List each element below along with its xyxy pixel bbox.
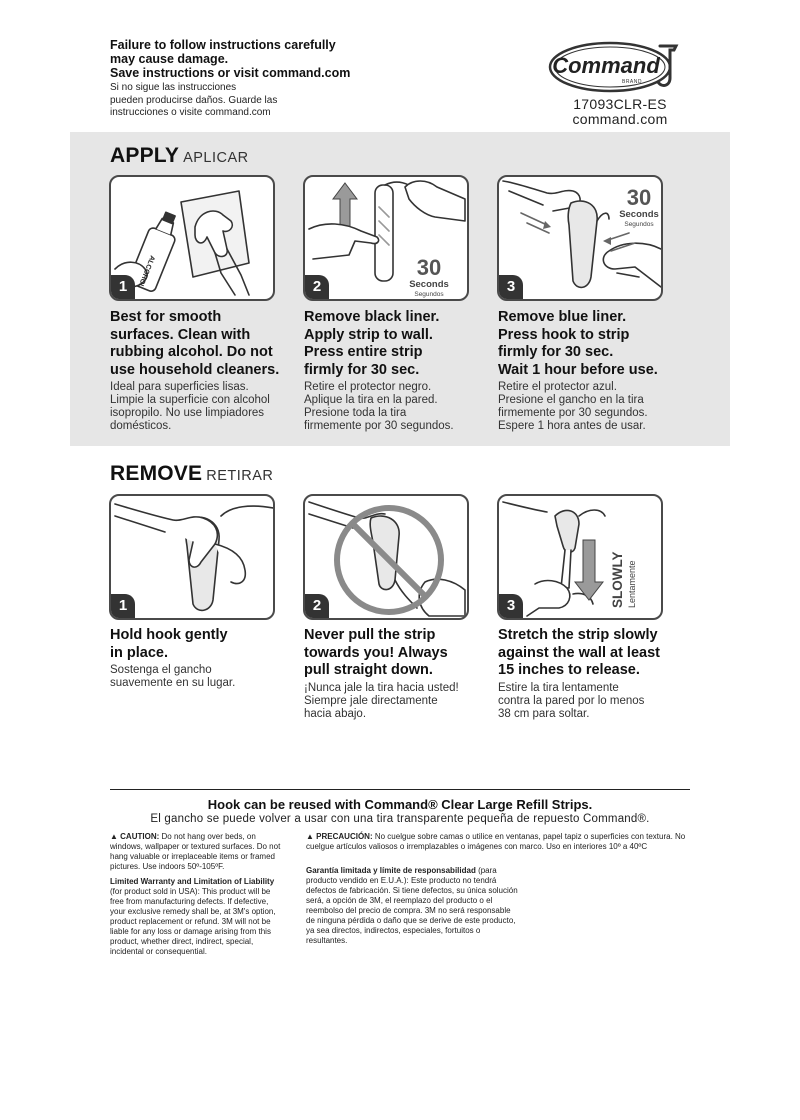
reuse-note-es: El gancho se puede volver a usar con una tira transparente pequeña de repuesto Command®. [150,813,650,825]
holding-hand-icon [115,504,217,567]
logo-brand: BRAND [621,79,643,85]
arrow-down-icon [575,540,603,600]
footer-divider [110,789,690,790]
step-number-badge: 2 [305,594,329,618]
slowly-label-es: Lentamente [627,560,637,608]
fine-print-spanish-warranty [306,866,518,951]
caption-es-line: Aplique la tira en la pared. [304,394,438,406]
warning-es-line-3: instrucciones o visite command.com [110,107,271,118]
pressing-fingers-icon [503,181,580,211]
warning-triangle-icon: ▲ [110,832,118,841]
timer-number: 30 [626,185,652,210]
caption-es-line: Presione toda la tira [304,407,407,419]
timer-number: 30 [416,255,442,280]
caution-text: Do not hang over beds, on windows, wallpaper or textured surfaces. Do not hang valuable or irreplaceable items or framed pictures. Use indoors 50º-105ºF. [110,832,281,871]
pulling-hand-icon [527,581,570,616]
caption-es-line: isopropilo. No use limpiadores [110,407,265,419]
timer-seconds-en: Seconds [619,209,659,220]
caption-es-line: contra la pared por lo menos [498,694,645,707]
caption-es-line: hacia abajo. [304,707,367,720]
caption-line: Remove blue liner. [498,309,627,325]
apply-step-1-caption [110,309,295,433]
garantia-text: (para producto vendido en E.U.A.): Este producto no tendrá defectos de fabricación. Si tiene defectos, su única solución será, a opción de 3M, el reemplazo del producto o el reembolso del precio de compra. 3M no será responsable de ninguna pérdida o daño que se derive de este producto, ya sea directos, indirectos, especiales, fortuitos o resultantes. [306,866,518,945]
pressing-hand-icon [309,224,379,259]
apply-step-2-illustration [303,175,469,301]
hook-icon [568,201,597,287]
caution-paragraph [110,832,282,872]
caption-es-line: firmemente por 30 segundos. [498,407,648,419]
arrow-left-icon [603,237,611,245]
timer-seconds-es: Segundos [624,221,654,228]
sku-number: 17093CLR-ES [573,96,667,112]
remove-step-2-caption [304,627,489,721]
caption-line: firmly for 30 sec. [498,344,614,360]
garantia-label: Garantía limitada y límite de responsabilidad [306,866,476,875]
stretched-strip-icon [561,550,571,588]
caption-line: 15 inches to release. [498,662,640,678]
remove-step-1-illustration [109,494,275,620]
step-number-badge: 1 [111,594,135,618]
warning-en-line-2: may cause damage. [110,52,229,66]
caption-es-line: domésticos. [110,420,172,432]
command-logo [548,38,684,94]
step-number-badge: 3 [499,594,523,618]
header-warning [110,38,410,120]
remove-step-2-illustration [303,494,469,620]
caption-line: pull straight down. [304,662,433,678]
caption-es-line: Sostenga el gancho [110,664,212,676]
caption-es-line: Siempre jale directamente [304,694,438,707]
caption-es-line: 38 cm para soltar. [498,707,590,720]
caption-line: rubbing alcohol. Do not [110,344,273,360]
caption-es-line: suavemente en su lugar. [110,677,236,689]
step-number-badge: 3 [499,275,523,299]
logo-text: Command [552,53,660,78]
apply-step-3-caption [498,309,688,433]
apply-title-es: APLICAR [183,150,249,166]
website: command.com [572,111,668,127]
remove-step-3-caption [498,627,690,721]
adhesive-strip-icon [375,185,393,281]
caption-line: Remove black liner. [304,309,440,325]
precaucion-label: PRECAUCIÓN: [316,832,373,841]
caption-es-line: Retire el protector azul. [498,381,617,393]
caption-es-line: Estire la tira lentamente [498,681,619,694]
caption-es-line: ¡Nunca jale la tira hacia usted! [304,681,459,694]
caption-line: Hold hook gently [110,627,228,643]
caption-line: Stretch the strip slowly [498,627,658,643]
caption-line: Apply strip to wall. [304,326,433,343]
apply-step-3-illustration [497,175,663,301]
caption-line: Wait 1 hour before use. [498,361,658,378]
hook-icon [555,510,579,552]
timer-seconds-en: Seconds [409,279,449,290]
warning-en-line-1: Failure to follow instructions carefully [110,38,336,52]
warning-es-line-2: pueden producirse daños. Guarde las [110,94,278,106]
precaucion-paragraph [306,832,690,852]
caption-line: use household cleaners. [110,361,280,378]
garantia-paragraph [306,866,518,946]
caption-line: surfaces. Clean with [110,326,251,343]
apply-step-1-illustration [109,175,275,301]
caption-es-line: Retire el protector negro. [304,381,432,393]
apply-title-en: APPLY [110,144,180,167]
caption-es-line: Ideal para superficies lisas. [110,381,249,393]
warning-triangle-icon: ▲ [306,832,314,841]
apply-title [110,144,249,168]
step-number-badge: 2 [305,275,329,299]
caption-line: in place. [110,644,169,661]
bottle-label: ALCOHOL [136,254,156,289]
caption-es-line: Espere 1 hora antes de usar. [498,420,646,432]
caption-line: firmly for 30 sec. [304,361,420,378]
caption-line: Best for smooth [110,309,222,325]
remove-step-3-illustration [497,494,663,620]
caution-label: CAUTION: [120,832,160,841]
timer-seconds-es: Segundos [414,291,444,298]
caption-line: Never pull the strip [304,627,436,643]
remove-title-en: REMOVE [110,462,203,485]
step-number-badge: 1 [111,275,135,299]
caption-es-line: Limpie la superficie con alcohol [110,394,270,406]
warranty-text: (for product sold in USA): This product will be free from manufacturing defects. If defective, your exclusive remedy shall be, at 3M's option, product replacement or refund. 3M will not be liable for any loss or damage arising from this product, whether direct, indirect, special, incidental or consequential. [110,887,276,956]
warning-en-line-3: Save instructions or visit command.com [110,66,351,80]
fine-print-spanish-caution [306,832,690,857]
arrow-right-icon [543,221,551,229]
caption-line: Press entire strip [304,344,423,360]
warranty-label: Limited Warranty and Limitation of Liability [110,877,275,886]
caption-line: Press hook to strip [498,326,630,343]
warning-es-line-1: Si no sigue las instrucciones [110,82,237,93]
product-code [545,97,695,127]
caption-es-line: Presione el gancho en la tira [498,394,644,406]
slowly-label-en: SLOWLY [610,551,625,608]
caption-line: against the wall at least [498,644,660,661]
remove-title-es: RETIRAR [206,468,274,484]
precaucion-text: No cuelgue sobre camas o utilice en ventanas, papel tapiz o superficies con textura. No cuelgue artículos valiosos o irremplazables o imágenes con marco. Uso en interiores 10º a 40ºC [306,832,686,851]
caption-es-line: firmemente por 30 segundos. [304,420,454,432]
reuse-note-en: Hook can be reused with Command® Clear Large Refill Strips. [207,797,593,812]
apply-step-2-caption [304,309,489,433]
caption-line: towards you! Always [304,644,448,661]
remove-title [110,462,273,486]
warranty-paragraph [110,877,282,957]
remove-step-1-caption [110,627,295,690]
fine-print-english [110,832,282,962]
